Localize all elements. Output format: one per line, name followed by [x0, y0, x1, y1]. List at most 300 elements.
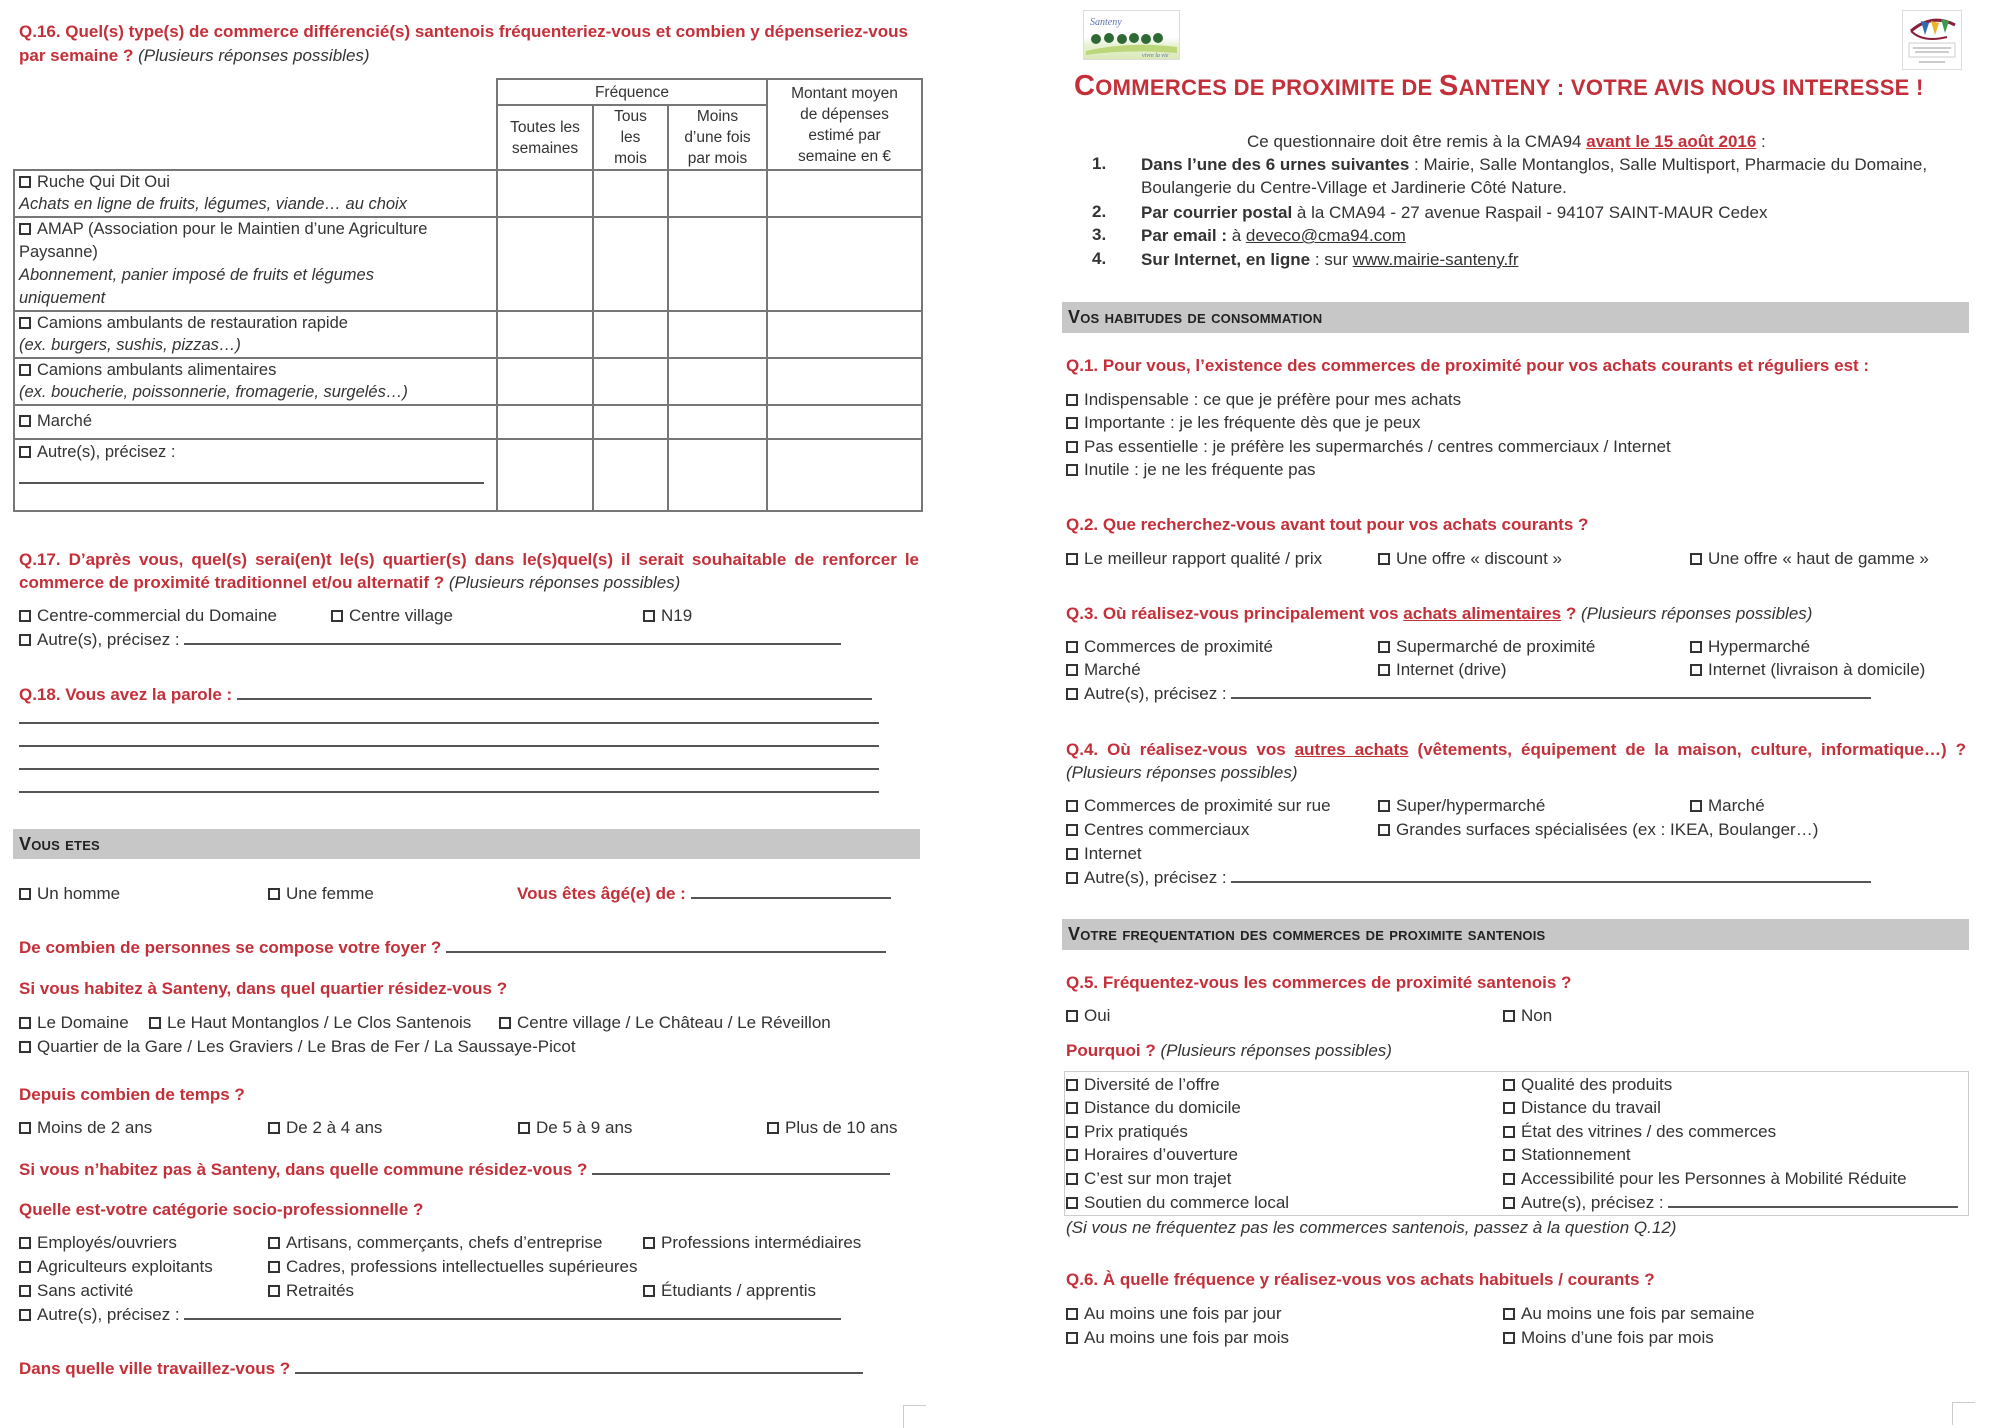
section-bar-habitudes — [1062, 302, 1969, 333]
checkbox[interactable] — [1066, 1079, 1078, 1091]
q4-title-underlined: autres achats — [1294, 740, 1409, 759]
foyer-input[interactable] — [446, 937, 886, 953]
checkbox[interactable] — [1066, 1149, 1078, 1161]
option-label: Inutile : je ne les fréquente pas — [1084, 460, 1316, 479]
method-number: 4. — [1092, 249, 1107, 268]
checkbox[interactable] — [1066, 464, 1078, 476]
ville-travail-input[interactable] — [295, 1358, 863, 1374]
method-urnes — [1141, 154, 1927, 176]
title-part: ANTENY : VOTRE AVIS NOUS INTERESSE ! — [1458, 75, 1924, 100]
checkbox[interactable] — [19, 1122, 31, 1134]
cell-input[interactable] — [497, 439, 593, 511]
cell-input[interactable] — [593, 405, 668, 439]
option-label: Oui — [1084, 1006, 1111, 1025]
row-marche[interactable] — [14, 405, 497, 439]
checkbox[interactable] — [19, 1261, 31, 1273]
q3-title — [1066, 603, 1812, 625]
q4-option[interactable] — [1066, 819, 1249, 841]
option-label: Étudiants / apprentis — [661, 1281, 816, 1300]
reason-option[interactable] — [1503, 1121, 1776, 1143]
csp-autres[interactable] — [19, 1304, 841, 1326]
q5-oui[interactable] — [1066, 1005, 1110, 1027]
checkbox[interactable] — [1066, 1308, 1078, 1320]
row-label: Autre(s), précisez : — [37, 443, 176, 461]
row-desc: (ex. burgers, sushis, pizzas…) — [19, 336, 241, 354]
cell-input[interactable] — [593, 217, 668, 311]
row-label: Marché — [37, 412, 93, 430]
q16-title-line2 — [19, 45, 370, 67]
section-bar-vous-etes — [13, 829, 920, 859]
q5-non[interactable] — [1503, 1005, 1552, 1027]
col-line: par mois — [687, 150, 748, 167]
q1-option[interactable] — [1066, 436, 1671, 458]
intro-text — [1247, 131, 1766, 153]
reason-option[interactable] — [1503, 1097, 1661, 1119]
col-line: les — [620, 129, 641, 146]
q3-title-prefix: Q.3. Où réalisez-vous principalement vos — [1066, 604, 1404, 623]
checkbox[interactable] — [1066, 848, 1078, 860]
option-label: Supermarché de proximité — [1396, 637, 1596, 656]
cell-input[interactable] — [767, 170, 922, 217]
checkbox[interactable] — [1066, 1010, 1078, 1022]
row-autres[interactable] — [14, 439, 497, 511]
reason-option[interactable] — [1503, 1074, 1672, 1096]
reason-option[interactable] — [1066, 1074, 1220, 1096]
row-camions-alimentaires[interactable] — [14, 358, 497, 405]
checkbox[interactable] — [643, 1285, 655, 1297]
q16-title-line1: Q.16. Quel(s) type(s) de commerce différencié(s) santenois fréquenteriez-vous et combien y dépenseriez-vous — [19, 22, 908, 41]
q5-pourquoi — [1066, 1040, 1392, 1062]
checkbox[interactable] — [1066, 1332, 1078, 1344]
q17-title-line2 — [19, 572, 680, 594]
reason-option[interactable] — [1066, 1144, 1238, 1166]
q2-option[interactable] — [1066, 548, 1322, 570]
duree-moins-2[interactable] — [19, 1117, 152, 1139]
method-number: 3. — [1092, 225, 1107, 244]
reason-option[interactable] — [1066, 1097, 1241, 1119]
csp-artisans[interactable] — [268, 1232, 603, 1254]
gender-femme[interactable] — [268, 883, 374, 905]
reason-option[interactable] — [1066, 1168, 1231, 1190]
foyer-row — [19, 937, 886, 959]
checkbox[interactable] — [1503, 1102, 1515, 1114]
row-label: Ruche Qui Dit Oui — [37, 173, 170, 191]
ville-travail-label: Dans quelle ville travaillez-vous ? — [19, 1359, 291, 1378]
method-courrier — [1141, 202, 1767, 224]
commune-row — [19, 1159, 890, 1181]
intro-prefix: Ce questionnaire doit être remis à la CMA94 — [1247, 132, 1587, 151]
checkbox[interactable] — [1503, 1079, 1515, 1091]
q18-input-line[interactable] — [19, 768, 879, 770]
option-label: Autre(s), précisez : — [1084, 868, 1227, 887]
table-row — [14, 217, 922, 311]
cell-input[interactable] — [767, 405, 922, 439]
option-label: Importante : je les fréquente dès que je peux — [1084, 413, 1421, 432]
cell-input[interactable] — [767, 311, 922, 358]
checkbox[interactable] — [499, 1017, 511, 1029]
q4-option[interactable] — [1690, 795, 1765, 817]
page-corner-mark — [1952, 1402, 1975, 1425]
checkbox[interactable] — [1503, 1173, 1515, 1185]
method-bold: Dans l’une des 6 urnes suivantes — [1141, 155, 1410, 174]
checkbox[interactable] — [1066, 417, 1078, 429]
reason-option[interactable] — [1503, 1144, 1631, 1166]
cell-input[interactable] — [668, 217, 767, 311]
option-label: Retraités — [286, 1281, 355, 1300]
checkbox[interactable] — [268, 1261, 280, 1273]
section-title: Votre frequentation des commerces de proximite santenois — [1068, 924, 1546, 944]
q3-option-autres[interactable] — [1066, 683, 1871, 705]
quartier-domaine[interactable] — [19, 1012, 129, 1034]
option-label: Le Domaine — [37, 1013, 129, 1032]
row-amap[interactable] — [14, 217, 497, 311]
q6-option[interactable] — [1503, 1303, 1754, 1325]
option-label: Autre(s), précisez : — [1521, 1193, 1664, 1212]
method-urnes-cont: Boulangerie du Centre-Village et Jardinerie Côté Nature. — [1141, 178, 1567, 197]
option-label: Cadres, professions intellectuelles supérieures — [286, 1257, 638, 1276]
col-toutes-semaines — [497, 105, 593, 170]
option-label: Le meilleur rapport qualité / prix — [1084, 549, 1323, 568]
checkbox[interactable] — [19, 364, 31, 376]
q4-title-suffix: (vêtements, équipement de la maison, culture, informatique…) ? — [1408, 740, 1966, 759]
q18-input-line[interactable] — [19, 722, 879, 724]
q3-option[interactable] — [1378, 659, 1507, 681]
q6-option[interactable] — [1066, 1327, 1289, 1349]
csp-cadres[interactable] — [268, 1256, 638, 1278]
option-label: Distance du domicile — [1084, 1098, 1241, 1117]
q4-option[interactable] — [1378, 819, 1818, 841]
q18-row — [19, 684, 872, 706]
checkbox[interactable] — [1503, 1126, 1515, 1138]
section-title: Vos habitudes de consommation — [1068, 307, 1323, 327]
duree-5-9[interactable] — [518, 1117, 632, 1139]
checkbox[interactable] — [19, 1309, 31, 1321]
quartier-haut-montanglos[interactable] — [149, 1012, 471, 1034]
q4-option[interactable] — [1378, 795, 1545, 817]
cell-input[interactable] — [668, 170, 767, 217]
cell-input[interactable] — [767, 217, 922, 311]
q4-note: (Plusieurs réponses possibles) — [1066, 763, 1298, 782]
checkbox[interactable] — [1503, 1149, 1515, 1161]
reason-option[interactable] — [1503, 1168, 1907, 1190]
checkbox[interactable] — [149, 1017, 161, 1029]
cell-input[interactable] — [668, 311, 767, 358]
intro-suffix: : — [1756, 132, 1766, 151]
foyer-label: De combien de personnes se compose votre foyer ? — [19, 938, 442, 957]
q1-option[interactable] — [1066, 459, 1316, 481]
col-line: Toutes les — [510, 118, 580, 136]
q3-option[interactable] — [1066, 636, 1273, 658]
q4-title-prefix: Q.4. Où réalisez-vous vos — [1066, 740, 1295, 759]
option-label: Artisans, commerçants, chefs d’entreprise — [286, 1233, 603, 1252]
checkbox[interactable] — [19, 610, 31, 622]
checkbox[interactable] — [1503, 1197, 1515, 1209]
option-label: Commerces de proximité sur rue — [1084, 796, 1331, 815]
q16-note: (Plusieurs réponses possibles) — [138, 46, 370, 65]
option-label: Moins d’une fois par mois — [1521, 1328, 1714, 1347]
cell-input[interactable] — [593, 358, 668, 405]
checkbox[interactable] — [1066, 553, 1078, 565]
frequence-header: Fréquence — [497, 79, 767, 105]
checkbox[interactable] — [268, 1122, 280, 1134]
checkbox[interactable] — [19, 634, 31, 646]
cell-input[interactable] — [497, 217, 593, 311]
option-label: Soutien du commerce local — [1084, 1193, 1290, 1212]
method-text: : sur — [1310, 250, 1353, 269]
section-bar-frequentation — [1062, 919, 1969, 950]
montant-line: Montant moyen — [791, 84, 898, 102]
cell-input[interactable] — [497, 358, 593, 405]
checkbox[interactable] — [1378, 800, 1390, 812]
row-desc: (ex. boucherie, poissonnerie, fromagerie, surgelés…) — [19, 383, 408, 401]
q18-input-line[interactable] — [19, 745, 879, 747]
q17-option-centre-village[interactable] — [331, 605, 453, 627]
option-label: De 5 à 9 ans — [536, 1118, 633, 1137]
q17-option-autres[interactable] — [19, 629, 841, 651]
option-label: Hypermarché — [1708, 637, 1811, 656]
duree-plus-10[interactable] — [767, 1117, 897, 1139]
q17-option-domaine[interactable] — [19, 605, 277, 627]
cell-input[interactable] — [497, 405, 593, 439]
duree-2-4[interactable] — [268, 1117, 382, 1139]
checkbox[interactable] — [767, 1122, 779, 1134]
checkbox[interactable] — [1378, 641, 1390, 653]
option-label: Stationnement — [1521, 1145, 1631, 1164]
row-camions-restauration[interactable] — [14, 311, 497, 358]
checkbox[interactable] — [1066, 1197, 1078, 1209]
q17-title-line1: Q.17. D’après vous, quel(s) serai(en)t le(s) quartier(s) dans le(s)quel(s) il serait souhaitable de renforcer le — [19, 550, 919, 569]
checkbox[interactable] — [643, 610, 655, 622]
method-internet — [1141, 249, 1519, 271]
option-label: Commerces de proximité — [1084, 637, 1273, 656]
q17-autres-input[interactable] — [184, 629, 841, 645]
option-label: N19 — [661, 606, 693, 625]
montant-line: semaine en € — [797, 147, 892, 165]
checkbox[interactable] — [19, 415, 31, 427]
option-label: Au moins une fois par semaine — [1521, 1304, 1755, 1323]
checkbox[interactable] — [1690, 800, 1702, 812]
method-number: 1. — [1092, 154, 1107, 173]
q3-title-suffix: ? — [1561, 604, 1577, 623]
q3-option[interactable] — [1690, 636, 1810, 658]
email-link[interactable]: deveco@cma94.com — [1245, 226, 1406, 245]
method-text: à — [1227, 226, 1246, 245]
method-bold: Sur Internet, en ligne — [1141, 250, 1311, 269]
checkbox[interactable] — [1503, 1308, 1515, 1320]
checkbox[interactable] — [1066, 641, 1078, 653]
q1-option[interactable] — [1066, 389, 1461, 411]
cell-input[interactable] — [668, 439, 767, 511]
checkbox[interactable] — [19, 1041, 31, 1053]
q4-option[interactable] — [1066, 795, 1331, 817]
q4-option[interactable] — [1066, 843, 1142, 865]
checkbox[interactable] — [19, 1285, 31, 1297]
table-row — [14, 439, 922, 511]
checkbox[interactable] — [268, 1285, 280, 1297]
q3-option[interactable] — [1690, 659, 1925, 681]
col-line: Moins — [696, 108, 739, 125]
checkbox[interactable] — [1066, 688, 1078, 700]
csp-etudiants[interactable] — [643, 1280, 816, 1302]
checkbox[interactable] — [1066, 441, 1078, 453]
reason-option[interactable] — [1066, 1192, 1289, 1214]
checkbox[interactable] — [1066, 1102, 1078, 1114]
quartier-gare[interactable] — [19, 1036, 576, 1058]
q3-autres-input[interactable] — [1231, 683, 1871, 699]
cma-logo — [1902, 10, 1962, 70]
option-label: C’est sur mon trajet — [1084, 1169, 1232, 1188]
checkbox[interactable] — [1066, 664, 1078, 676]
cell-input[interactable] — [767, 358, 922, 405]
csp-retraites[interactable] — [268, 1280, 354, 1302]
q4-option-autres[interactable] — [1066, 867, 1871, 889]
method-bold: Par courrier postal — [1141, 203, 1293, 222]
csp-agriculteurs[interactable] — [19, 1256, 213, 1278]
checkbox[interactable] — [1503, 1332, 1515, 1344]
method-bold: Par email : — [1141, 226, 1227, 245]
cell-input[interactable] — [497, 170, 593, 217]
option-label: Centres commerciaux — [1084, 820, 1250, 839]
autres-precise-line[interactable] — [19, 464, 484, 484]
q18-input-line[interactable] — [237, 684, 872, 700]
age-label: Vous êtes âgé(e) de : — [517, 884, 686, 903]
option-label: Le Haut Montanglos / Le Clos Santenois — [167, 1013, 472, 1032]
method-text: à la CMA94 - 27 avenue Raspail - 94107 SAINT-MAUR Cedex — [1292, 203, 1768, 222]
row-label: Camions ambulants de restauration rapide — [37, 314, 348, 332]
q4-autres-input[interactable] — [1231, 867, 1871, 883]
checkbox[interactable] — [268, 888, 280, 900]
csp-employes[interactable] — [19, 1232, 177, 1254]
checkbox[interactable] — [518, 1122, 530, 1134]
checkbox[interactable] — [1690, 641, 1702, 653]
age-row — [517, 883, 891, 905]
option-label: Autre(s), précisez : — [1084, 684, 1227, 703]
option-label: Employés/ouvriers — [37, 1233, 177, 1252]
checkbox[interactable] — [1378, 664, 1390, 676]
checkbox[interactable] — [1066, 394, 1078, 406]
gender-homme[interactable] — [19, 883, 120, 905]
cell-input[interactable] — [767, 439, 922, 511]
checkbox[interactable] — [19, 317, 31, 329]
checkbox[interactable] — [19, 223, 31, 235]
checkbox[interactable] — [1503, 1010, 1515, 1022]
montant-line: estimé par — [808, 126, 881, 144]
option-label: Quartier de la Gare / Les Graviers / Le Bras de Fer / La Saussaye-Picot — [37, 1037, 576, 1056]
csp-label: Quelle est-votre catégorie socio-professionnelle ? — [19, 1200, 424, 1219]
reason-option-autres[interactable] — [1503, 1192, 1958, 1214]
q2-option[interactable] — [1690, 548, 1929, 570]
q3-note: (Plusieurs réponses possibles) — [1580, 604, 1813, 623]
checkbox[interactable] — [1378, 824, 1390, 836]
checkbox[interactable] — [1066, 1173, 1078, 1185]
option-label: Autre(s), précisez : — [37, 630, 180, 649]
website-link[interactable]: www.mairie-santeny.fr — [1352, 250, 1519, 269]
q6-option[interactable] — [1066, 1303, 1282, 1325]
checkbox[interactable] — [1690, 664, 1702, 676]
col-line: semaines — [511, 139, 579, 157]
q16-title-line2-text: par semaine ? — [19, 46, 134, 65]
checkbox[interactable] — [19, 1017, 31, 1029]
duree-label: Depuis combien de temps ? — [19, 1085, 245, 1104]
checkbox[interactable] — [1690, 553, 1702, 565]
q18-input-line[interactable] — [19, 791, 879, 793]
checkbox[interactable] — [1378, 553, 1390, 565]
cell-input[interactable] — [593, 170, 668, 217]
row-ruche[interactable] — [14, 170, 497, 217]
checkbox[interactable] — [1066, 872, 1078, 884]
deadline: avant le 15 août 2016 — [1586, 132, 1757, 151]
col-line: mois — [614, 150, 647, 167]
checkbox[interactable] — [19, 176, 31, 188]
option-label: Distance du travail — [1521, 1098, 1661, 1117]
q5-title: Q.5. Fréquentez-vous les commerces de proximité santenois ? — [1066, 973, 1572, 992]
csp-autres-input[interactable] — [184, 1304, 841, 1320]
table-row — [14, 405, 922, 439]
reason-autres-input[interactable] — [1668, 1192, 1958, 1208]
checkbox[interactable] — [643, 1237, 655, 1249]
q18-title: Q.18. Vous avez la parole : — [19, 685, 233, 704]
q17-option-n19[interactable] — [643, 605, 692, 627]
q3-title-underlined: achats alimentaires — [1403, 604, 1562, 623]
checkbox[interactable] — [268, 1237, 280, 1249]
q3-option[interactable] — [1378, 636, 1595, 658]
santeny-logo — [1083, 10, 1180, 60]
col-tous-mois — [593, 105, 668, 170]
document-title — [1074, 70, 1924, 103]
col-moins-une-fois — [668, 105, 767, 170]
cell-input[interactable] — [668, 358, 767, 405]
q6-option[interactable] — [1503, 1327, 1714, 1349]
age-input[interactable] — [691, 883, 891, 899]
q2-option[interactable] — [1378, 548, 1562, 570]
checkbox[interactable] — [1066, 800, 1078, 812]
q1-option[interactable] — [1066, 412, 1420, 434]
title-part: S — [1438, 70, 1459, 102]
cell-input[interactable] — [668, 405, 767, 439]
reason-option[interactable] — [1066, 1121, 1188, 1143]
option-label: Autre(s), précisez : — [37, 1305, 180, 1324]
cell-input[interactable] — [593, 439, 668, 511]
cell-input[interactable] — [593, 311, 668, 358]
q17-title-text: commerce de proximité traditionnel et/ou alternatif ? — [19, 573, 445, 592]
option-label: Marché — [1708, 796, 1765, 815]
checkbox[interactable] — [1066, 1126, 1078, 1138]
pourquoi-label: Pourquoi ? — [1066, 1041, 1156, 1060]
checkbox[interactable] — [19, 888, 31, 900]
q4-title — [1066, 739, 1966, 761]
checkbox[interactable] — [19, 1237, 31, 1249]
table-row — [14, 358, 922, 405]
cell-input[interactable] — [497, 311, 593, 358]
checkbox[interactable] — [331, 610, 343, 622]
section-title: Vous etes — [19, 833, 100, 854]
csp-professions-intermediaires[interactable] — [643, 1232, 861, 1254]
option-label: Au moins une fois par jour — [1084, 1304, 1282, 1323]
quartier-centre-village[interactable] — [499, 1012, 831, 1034]
option-label: Au moins une fois par mois — [1084, 1328, 1290, 1347]
csp-sans-activite[interactable] — [19, 1280, 133, 1302]
commune-input[interactable] — [592, 1159, 890, 1175]
option-label: Moins de 2 ans — [37, 1118, 153, 1137]
checkbox[interactable] — [1066, 824, 1078, 836]
option-label: Une offre « discount » — [1396, 549, 1563, 568]
svg-text:vivre la vie: vivre la vie — [1142, 53, 1169, 59]
checkbox[interactable] — [19, 446, 31, 458]
option-label: Accessibilité pour les Personnes à Mobilité Réduite — [1521, 1169, 1907, 1188]
table-row — [14, 170, 922, 217]
svg-text:Santeny: Santeny — [1090, 17, 1122, 28]
q3-option[interactable] — [1066, 659, 1141, 681]
